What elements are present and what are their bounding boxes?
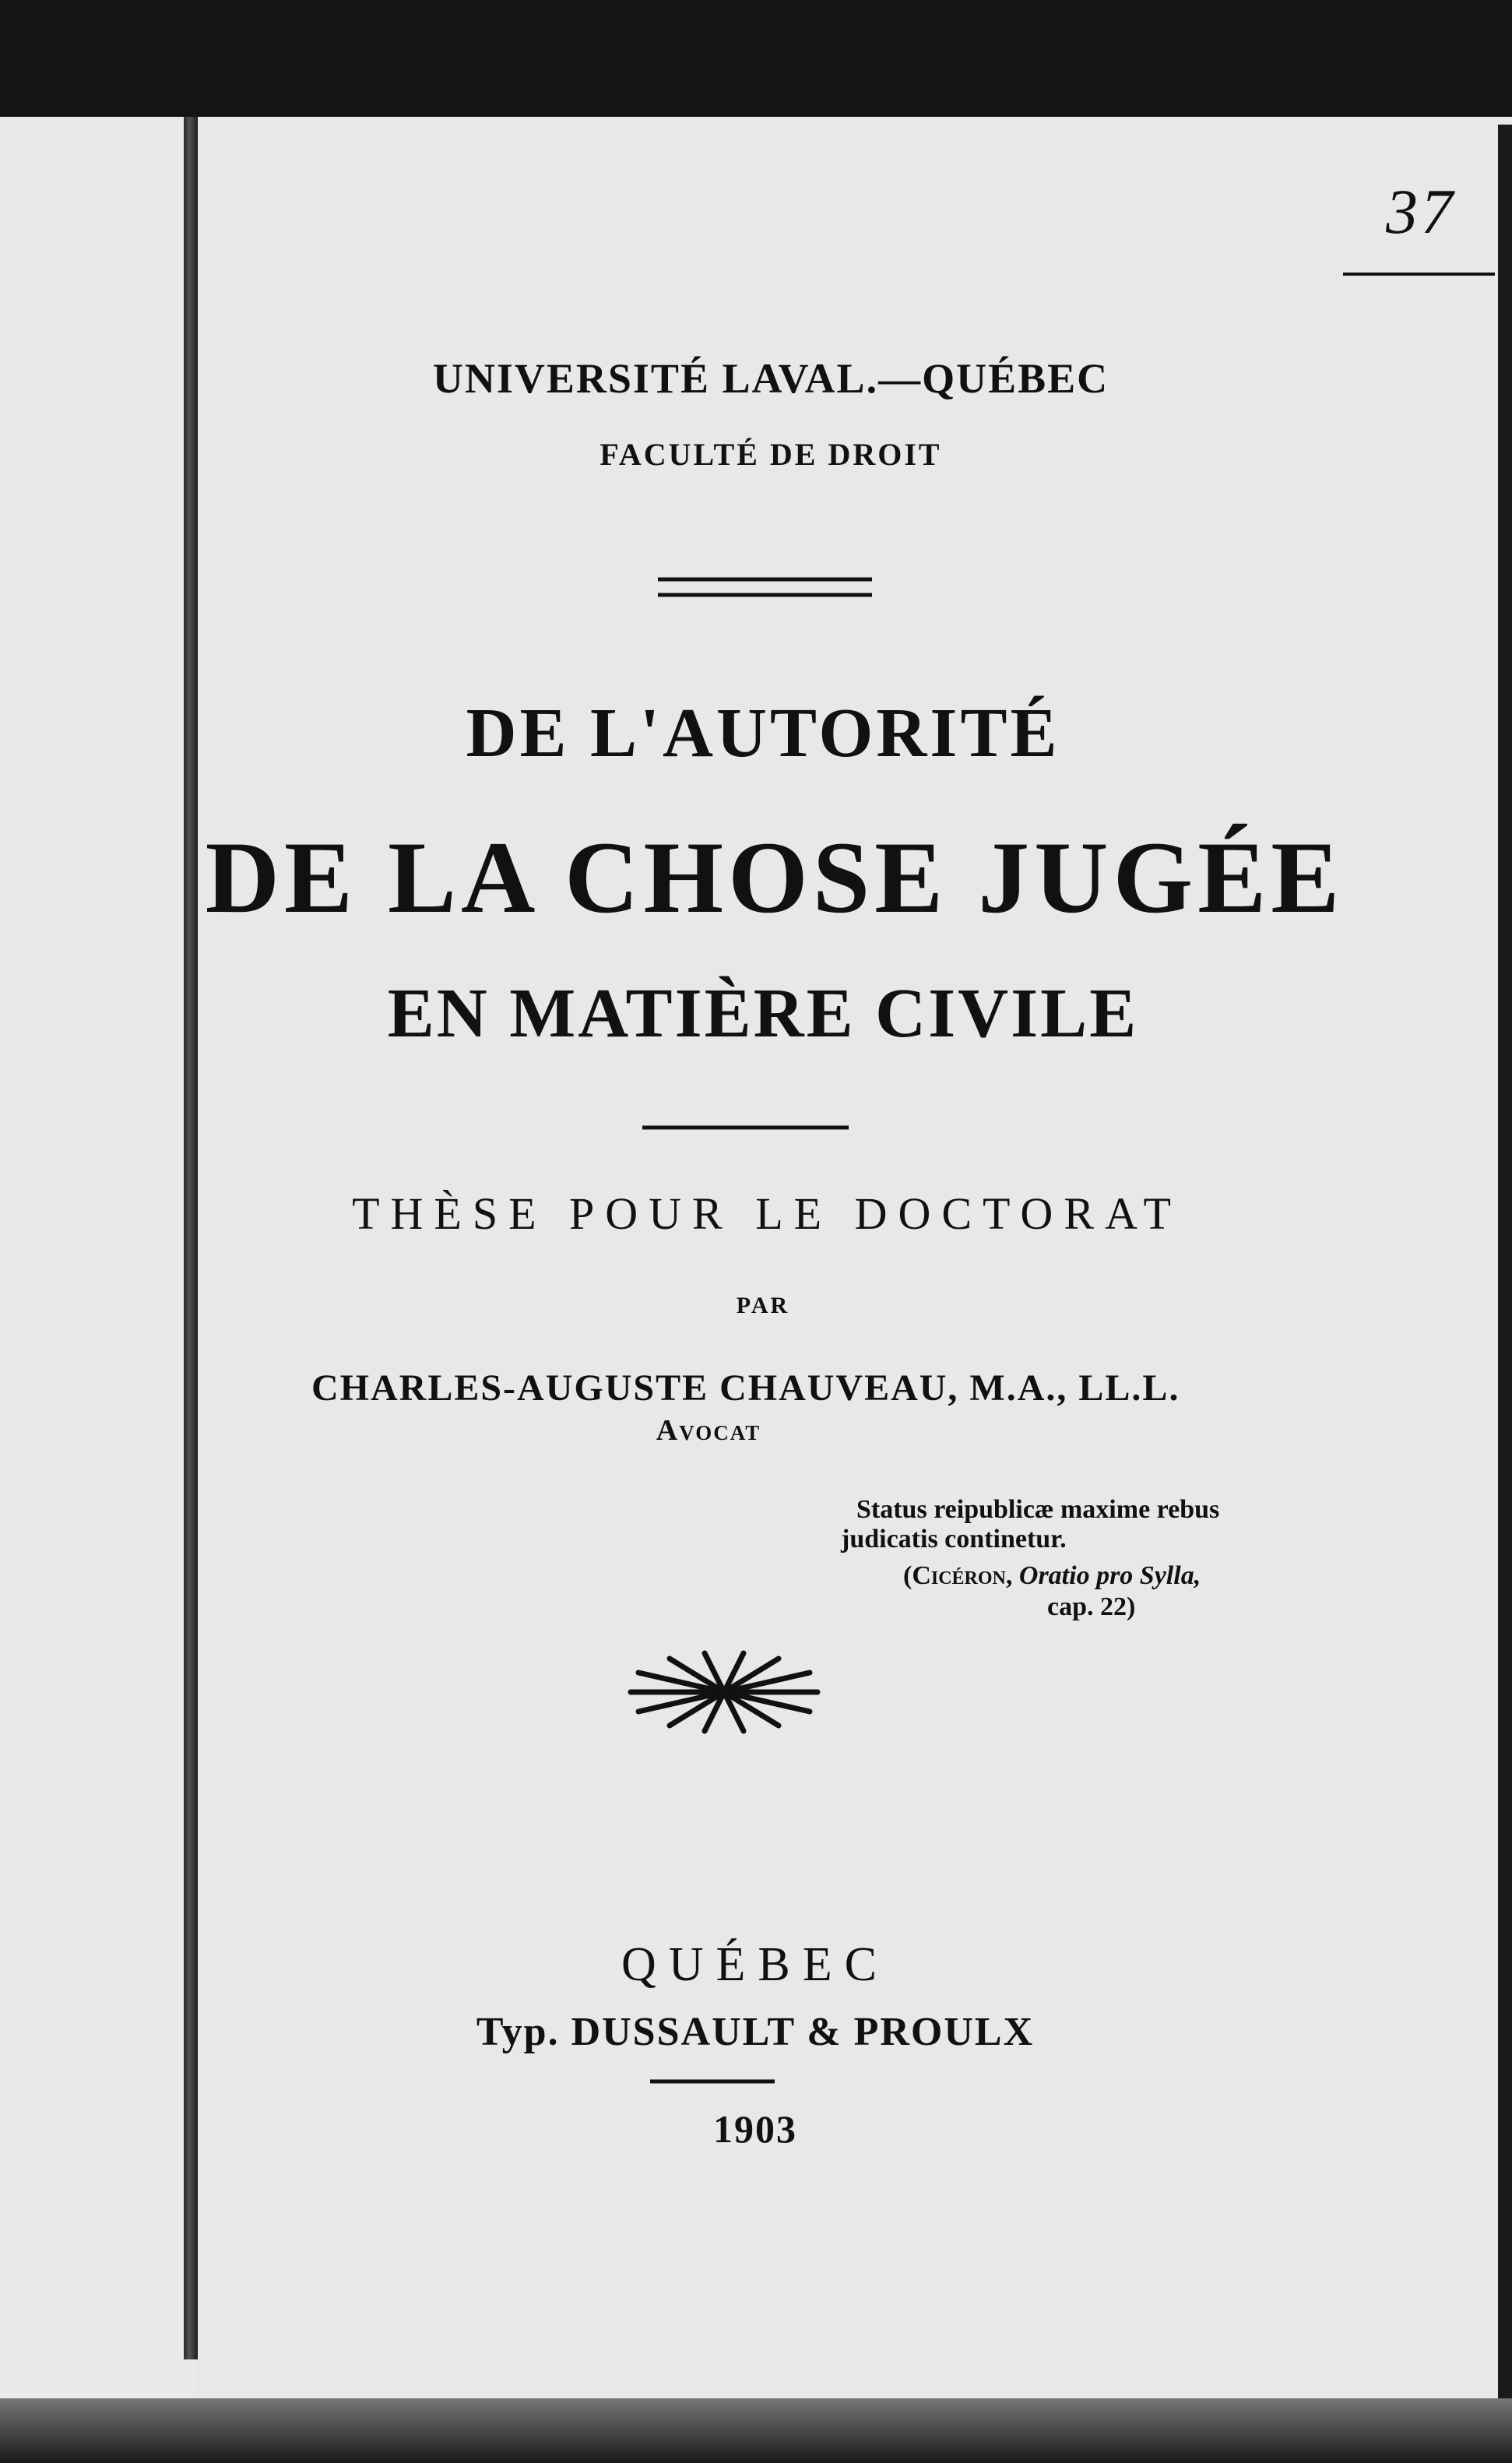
- citation-chapter: cap. 22): [1047, 1592, 1136, 1621]
- epigraph-line-1: Status reipublicæ maxime rebus: [856, 1495, 1220, 1524]
- title-line-1: DE L'AUTORITÉ: [466, 695, 1060, 772]
- epigraph-citation: [903, 1561, 1201, 1591]
- citation-author: (Cicéron,: [903, 1561, 1013, 1590]
- author-name: CHARLES-AUGUSTE CHAUVEAU, M.A., LL.L.: [311, 1367, 1180, 1409]
- imprint-city: QUÉBEC: [621, 1938, 889, 1991]
- ornament-icon: [623, 1649, 825, 1735]
- faculty-heading: FACULTÉ DE DROIT: [600, 437, 942, 472]
- epigraph-line-2: judicatis continetur.: [841, 1525, 1067, 1553]
- title-line-3: EN MATIÈRE CIVILE: [387, 975, 1139, 1052]
- par-label: PAR: [736, 1293, 790, 1318]
- citation-work: Oratio pro Sylla,: [1018, 1561, 1201, 1590]
- imprint-year: 1903: [713, 2107, 797, 2151]
- university-heading: UNIVERSITÉ LAVAL.—QUÉBEC: [432, 355, 1109, 402]
- thesis-subtitle: THÈSE POUR LE DOCTORAT: [352, 1188, 1182, 1239]
- archive-page-number: 37: [1386, 176, 1456, 247]
- author-profession: Avocat: [656, 1414, 761, 1447]
- imprint-printer: Typ. DUSSAULT & PROULX: [476, 2010, 1035, 2054]
- title-line-2: DE LA CHOSE JUGÉE: [205, 820, 1345, 934]
